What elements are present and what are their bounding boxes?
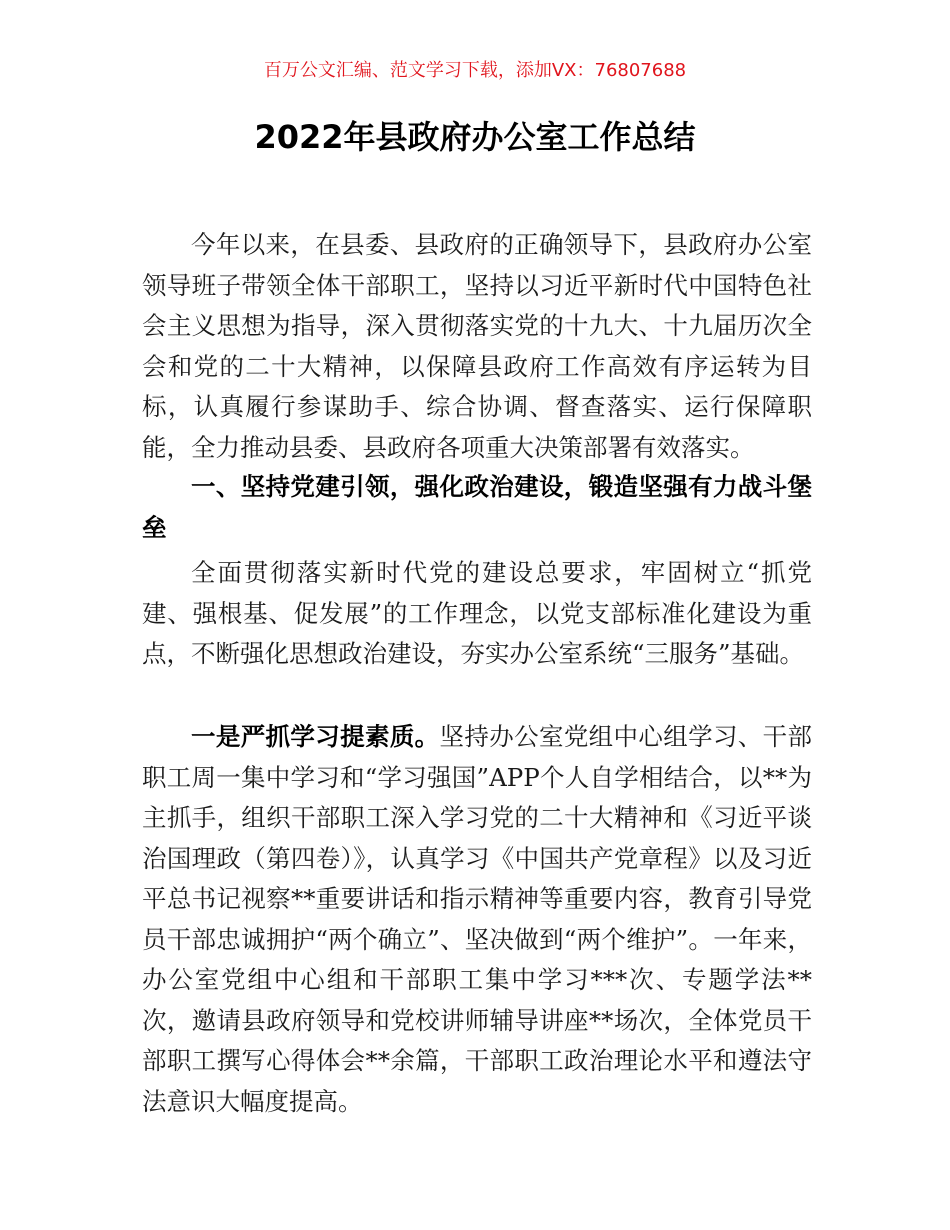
item-1-body: 坚持办公室党组中心组学习、干部职工周一集中学习和“学习强国”APP个人自学相结合，以**为主抓手，组织干部职工深入学习党的二十大精神和《习近平谈治国理政（第四卷）》，认真学习《中国共产党章程》以及习近平总书记视察**重要讲话和指示精神等重要内容，教育引导党员干部忠诚拥护“两个确立”、坚决做到“两个维护”。一年来，办公室党组中心组和干部职工集中学习***次、专题学法**次，邀请县政府领导和党校讲师辅导讲座**场次，全体党员干部职工撰写心得体会**余篇，干部职工政治理论水平和遵法守法意识大幅度提高。 [142, 722, 813, 1116]
document-title: 2022年县政府办公室工作总结 [254, 118, 696, 156]
section-1-paragraph-block [142, 553, 812, 675]
section-1-heading: 一、坚持党建引领，强化政治建设，锻造坚强有力战斗堡垒 [142, 472, 812, 542]
item-1-paragraph-block [142, 717, 812, 1122]
intro-paragraph: 今年以来，在县委、县政府的正确领导下，县政府办公室领导班子带领全体干部职工，坚持以习近平新时代中国特色社会主义思想为指导，深入贯彻落实党的十九大、十九届历次全会和党的二十大精神，以保障县政府工作高效有序运转为目标，认真履行参谋助手、综合协调、督查落实、运行保障职能，全力推动县委、县政府各项重大决策部署有效落实。 [142, 230, 812, 462]
section-1-paragraph: 全面贯彻落实新时代党的建设总要求，牢固树立“抓党建、强根基、促发展”的工作理念，以党支部标准化建设为重点，不断强化思想政治建设，夯实办公室系统“三服务”基础。 [142, 558, 812, 668]
section-heading-block [142, 467, 812, 548]
intro-paragraph-block [142, 225, 812, 468]
item-1-lead: 一是严抓学习提素质。 [191, 722, 440, 751]
header-banner: 百万公文汇编、范文学习下载，添加VX：76807688 [263, 60, 687, 81]
item-1-paragraph [142, 717, 812, 1122]
